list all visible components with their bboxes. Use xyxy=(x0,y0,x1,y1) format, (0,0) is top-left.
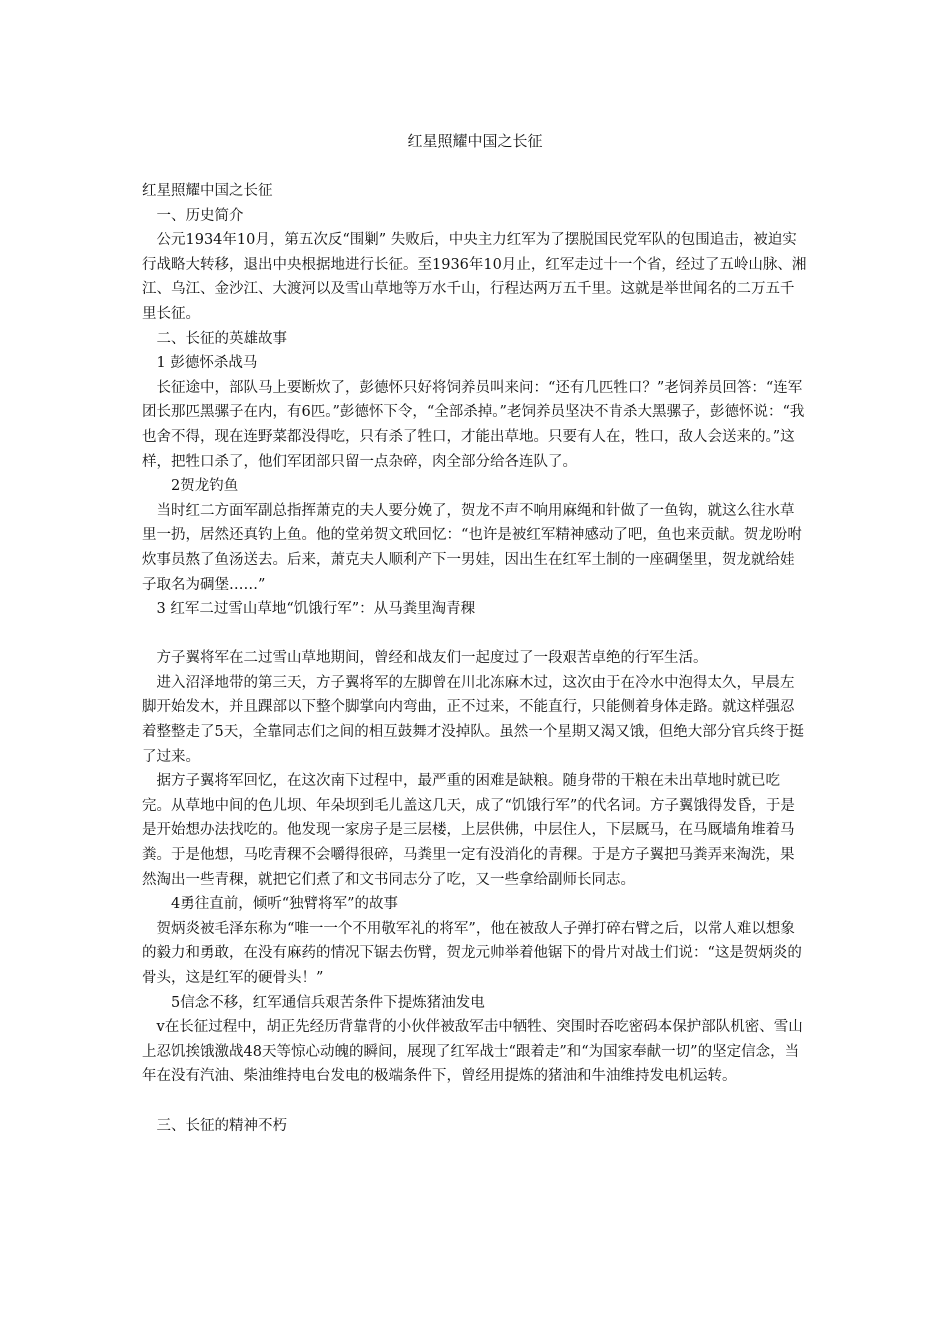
document-body xyxy=(142,179,808,1138)
story-heading: 5信念不移，红军通信兵艰苦条件下提炼猪油发电 xyxy=(171,994,485,1011)
paragraph: v在长征过程中，胡正先经历背靠背的小伙伴被敌军击中牺牲、突围时吞吃密码本保护部队机密、雪山上忍饥挨饿激战48天等惊心动魄的瞬间，展现了红军战士“跟着走”和“为国家奉献一切”的坚定信念，当年在没有汽油、柴油维持电台发电的极端条件下，曾经用提炼的猪油和牛油维持发电机运转。 xyxy=(142,1019,803,1085)
paragraph: 长征途中，部队马上要断炊了，彭德怀只好将饲养员叫来问：“还有几匹牲口？”老饲养员回答：“连军团长那匹黑骡子在内，有6匹。”彭德怀下令，“全部杀掉。”老饲养员坚决不肯杀大黑骡子，彭德怀说：“我也舍不得，现在连野菜都没得吃，只有杀了牲口，才能出草地。只要有人在，牲口，敌人会送来的。”这样，把牲口杀了，他们军团部只留一点杂碎，肉全部分给各连队了。 xyxy=(142,379,805,470)
paragraph: 贺炳炎被毛泽东称为“唯一一个不用敬军礼的将军”，他在被敌人子弹打碎右臂之后，以常人难以想象的毅力和勇敢，在没有麻药的情况下锯去伤臂，贺龙元帅举着他锯下的骨片对战士们说：“这是贺炳炎的骨头，这是红军的硬骨头！” xyxy=(142,920,802,986)
paragraph: 据方子翼将军回忆，在这次南下过程中，最严重的困难是缺粮。随身带的干粮在未出草地时就已吃完。从草地中间的色儿坝、年朵坝到毛儿盖这几天，成了“饥饿行军”的代名词。方子翼饿得发昏，于是是开始想办法找吃的。他发现一家房子是三层楼，上层供佛，中层住人，下层厩马，在马厩墙角堆着马粪。于是他想，马吃青稞不会嚼得很碎，马粪里一定有没消化的青稞。于是方子翼把马粪弄来淘洗，果然淘出一些青稞，就把它们煮了和文书同志分了吃，又一些拿给副师长同志。 xyxy=(142,773,795,888)
paragraph: 当时红二方面军副总指挥萧克的夫人要分娩了，贺龙不声不响用麻绳和针做了一鱼钩，就这么往水草里一扔，居然还真钓上鱼。他的堂弟贺文玳回忆：“也许是被红军精神感动了吧，鱼也来贡献。贺龙吩咐炊事员熬了鱼汤送去。后来，萧克夫人顺利产下一男娃，因出生在红军土制的一座碉堡里，贺龙就给娃子取名为碉堡……” xyxy=(142,502,802,593)
story-heading: 2贺龙钓鱼 xyxy=(171,478,239,495)
section-heading-spirit: 三、长征的精神不朽 xyxy=(156,1117,287,1134)
paragraph: 红星照耀中国之长征 xyxy=(142,183,273,199)
story-heading: 3 红军二过雪山草地“饥饿行军”：从马粪里淘青稞 xyxy=(156,601,476,618)
story-heading: 4勇往直前，倾听“独臂将军”的故事 xyxy=(171,896,399,913)
section-heading-history: 一、历史简介 xyxy=(156,207,244,224)
section-heading-stories: 二、长征的英雄故事 xyxy=(156,330,287,347)
paragraph: 公元1934年10月，第五次反“围剿” 失败后，中央主力红军为了摆脱国民党军队的包围追击，被迫实行战略大转移，退出中央根据地进行长征。至1936年10月止，红军走过十一个省，经过了五岭山脉、湘江、乌江、金沙江、大渡河以及雪山草地等万水千山，行程达两万五千里。这就是举世闻名的二万五千里长征。 xyxy=(142,232,807,322)
paragraph: 进入沼泽地带的第三天，方子翼将军的左脚曾在川北冻麻木过，这次由于在冷水中泡得太久，早晨左脚开始发木，并且踝部以下整个脚掌向内弯曲，正不过来，不能直行，只能侧着身体走路。就这样强忍着整整走了5天，全靠同志们之间的相互鼓舞才没掉队。虽然一个星期又渴又饿，但绝大部分官兵终于挺了过来。 xyxy=(142,674,804,765)
story-heading: 1 彭德怀杀战马 xyxy=(156,355,258,372)
paragraph: 方子翼将军在二过雪山草地期间，曾经和战友们一起度过了一段艰苦卓绝的行军生活。 xyxy=(156,650,708,667)
page-title: 红星照耀中国之长征 xyxy=(407,132,543,150)
blank-line xyxy=(142,622,808,647)
blank-line xyxy=(142,1089,808,1114)
